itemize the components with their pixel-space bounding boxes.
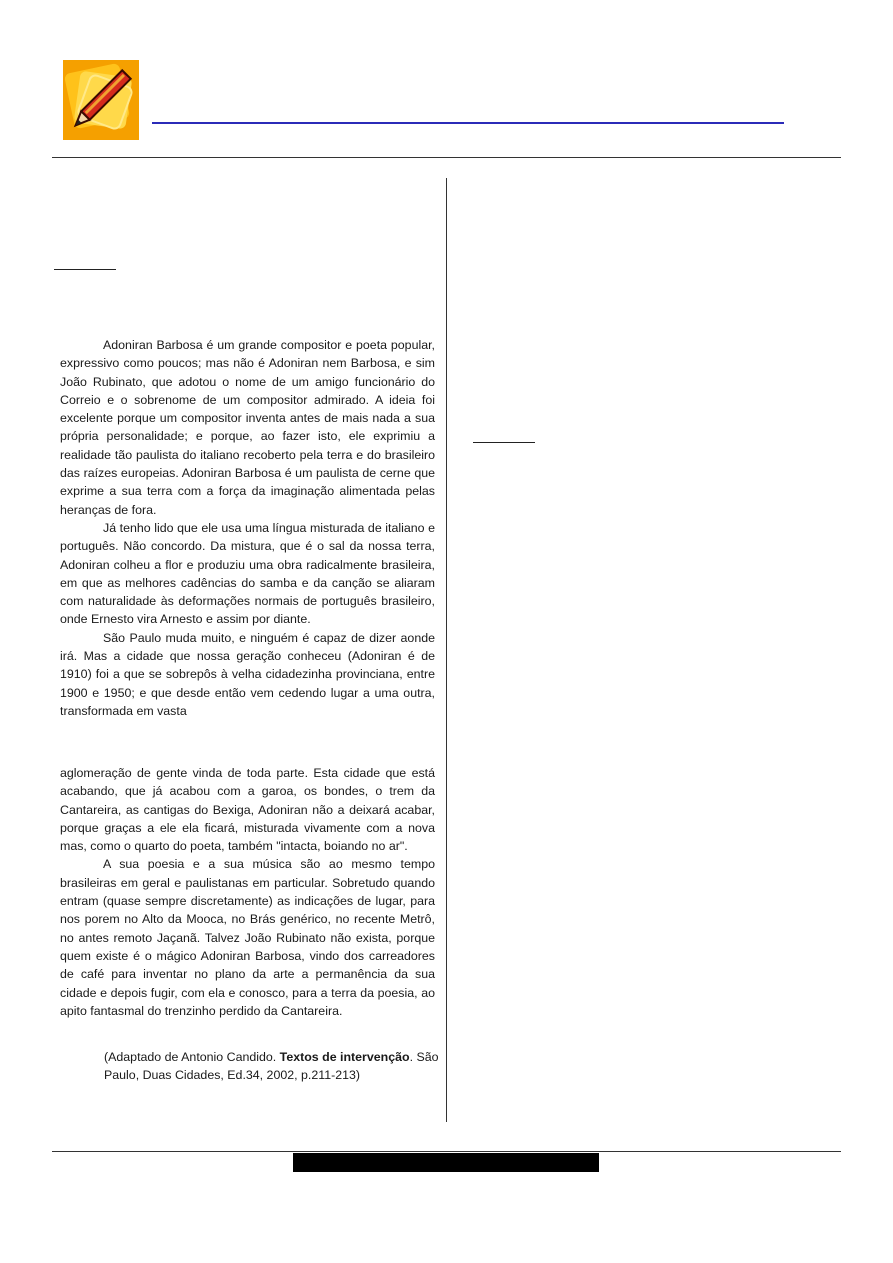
paragraph-4: A sua poesia e a sua música são ao mesmo tempo brasileiras em geral e paulistanas em particular. Sobretudo quando entram (quase sempre discretamente) as indicações de lugar, para nos porem no Alto da Mooca, no Brás genérico, no recente Metrô, no antes remoto Jaçanã. Talvez João Rubinato não exista, porque quem existe é o mágico Adoniran Barbosa, vindo dos carreadores de café para inventar no plano da arte a permanência da sua cidade e depois fugir, com ela e conosco, para a terra da poesia, ao apito fantasmal do trenzinho perdido da Cantareira. (60, 857, 435, 1018)
source-suffix: . São Paulo, Duas Cidades, Ed.34, 2002, p.211-213) (104, 1050, 439, 1083)
footer-bar (293, 1153, 599, 1172)
answer-line-right (473, 442, 535, 443)
paragraph-3-continuation: aglomeração de gente vinda de toda parte. Esta cidade que está acabando, que já acabou com a garoa, os bondes, o trem da Cantareira, as cantigas do Bexiga, Adoniran não a deixará acabar, porque graças a ele ela ficará, misturada vivamente com a nova mas, como o quarto do poeta, também "intacta, boiando no ar". (60, 766, 435, 854)
pencil-logo-icon (63, 60, 139, 140)
header-divider (52, 157, 841, 158)
source-title: Textos de intervenção (279, 1050, 410, 1064)
paragraph-3: São Paulo muda muito, e ninguém é capaz de dizer aonde irá. Mas a cidade que nossa geração conheceu (Adoniran é de 1910) foi a que se sobrepôs à velha cidadezinha provinciana, entre 1900 e 1950; e que desde então vem cedendo lugar a uma outra, transformada em vasta (60, 630, 435, 718)
footer-divider (52, 1151, 841, 1152)
header-title-underline (152, 122, 784, 124)
article-text-part2 (60, 764, 435, 1020)
paragraph-2: Já tenho lido que ele usa uma língua misturada de italiano e português. Não concordo. Da mistura, que é o sal da nossa terra, Adoniran colheu a flor e produziu uma obra radicalmente brasileira, em que as melhores cadências do samba e da canção se aliaram com naturalidade às deformações normais de português brasileiro, onde Ernesto vira Arnesto e assim por diante. (60, 520, 435, 627)
article-text-part1 (60, 336, 435, 720)
answer-line-left (54, 269, 116, 270)
source-citation (104, 1048, 440, 1085)
source-prefix: (Adaptado de Antonio Candido. (104, 1050, 280, 1064)
column-divider (446, 178, 447, 1122)
paragraph-1: Adoniran Barbosa é um grande compositor e poeta popular, expressivo como poucos; mas não é Adoniran nem Barbosa, e sim João Rubinato, que adotou o nome de um amigo funcionário do Correio e o sobrenome de um compositor admirado. A ideia foi excelente porque um compositor inventa antes de mais nada a sua própria personalidade; e porque, ao fazer isto, ele exprimiu a realidade tão paulista do italiano recoberto pela terra e do brasileiro das raízes europeias. Adoniran Barbosa é um paulista de cerne que exprime a sua terra com a força da imaginação alimentada pelas heranças de fora. (60, 338, 435, 517)
